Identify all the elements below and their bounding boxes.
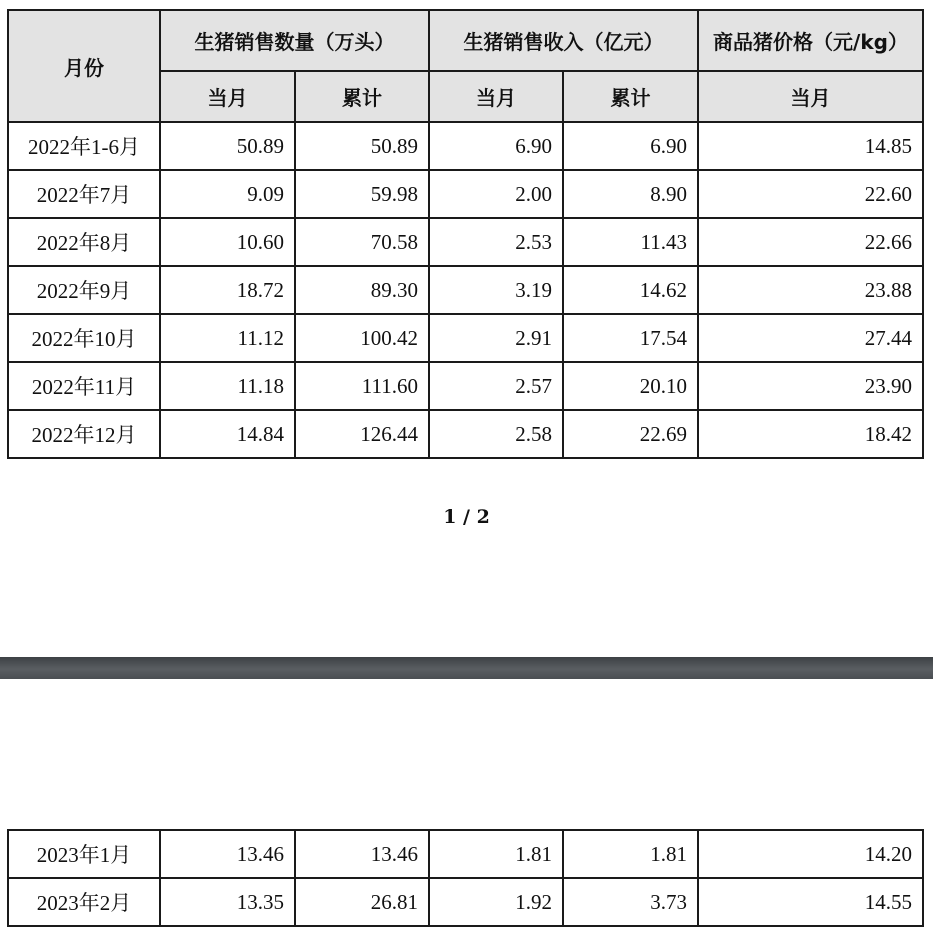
header-sales-revenue: 生猪销售收入（亿元） xyxy=(429,10,698,71)
cell-volume-month: 11.12 xyxy=(160,314,295,362)
table-row xyxy=(8,122,923,170)
cell-revenue-cumulative: 20.10 xyxy=(563,362,698,410)
cell-volume-month: 13.46 xyxy=(160,830,295,878)
cell-month: 2022年11月 xyxy=(8,362,160,410)
cell-month: 2023年2月 xyxy=(8,878,160,926)
cell-price-month: 23.90 xyxy=(698,362,923,410)
cell-month: 2022年8月 xyxy=(8,218,160,266)
table-body-page-1 xyxy=(8,122,923,458)
cell-price-month: 14.20 xyxy=(698,830,923,878)
cell-month: 2022年12月 xyxy=(8,410,160,458)
cell-volume-month: 14.84 xyxy=(160,410,295,458)
cell-revenue-cumulative: 1.81 xyxy=(563,830,698,878)
cell-volume-month: 18.72 xyxy=(160,266,295,314)
cell-price-month: 27.44 xyxy=(698,314,923,362)
table-row xyxy=(8,830,923,878)
cell-volume-month: 10.60 xyxy=(160,218,295,266)
cell-month: 2022年7月 xyxy=(8,170,160,218)
subheader-revenue-month: 当月 xyxy=(429,71,563,122)
cell-revenue-cumulative: 17.54 xyxy=(563,314,698,362)
cell-revenue-cumulative: 8.90 xyxy=(563,170,698,218)
cell-volume-cumulative: 126.44 xyxy=(295,410,429,458)
subheader-price-month: 当月 xyxy=(698,71,923,122)
cell-volume-cumulative: 26.81 xyxy=(295,878,429,926)
cell-revenue-month: 1.81 xyxy=(429,830,563,878)
cell-month: 2022年10月 xyxy=(8,314,160,362)
table-row xyxy=(8,362,923,410)
cell-revenue-month: 2.53 xyxy=(429,218,563,266)
cell-volume-cumulative: 13.46 xyxy=(295,830,429,878)
cell-volume-cumulative: 59.98 xyxy=(295,170,429,218)
cell-volume-month: 50.89 xyxy=(160,122,295,170)
cell-month: 2023年1月 xyxy=(8,830,160,878)
table-row xyxy=(8,266,923,314)
cell-revenue-month: 2.57 xyxy=(429,362,563,410)
cell-revenue-cumulative: 11.43 xyxy=(563,218,698,266)
cell-revenue-cumulative: 22.69 xyxy=(563,410,698,458)
cell-price-month: 22.60 xyxy=(698,170,923,218)
pig-sales-table xyxy=(7,9,924,459)
table-row xyxy=(8,170,923,218)
cell-volume-cumulative: 70.58 xyxy=(295,218,429,266)
header-month: 月份 xyxy=(8,10,160,122)
cell-volume-month: 13.35 xyxy=(160,878,295,926)
cell-price-month: 14.55 xyxy=(698,878,923,926)
table-body-page-2 xyxy=(8,830,923,926)
cell-revenue-month: 1.92 xyxy=(429,878,563,926)
cell-revenue-cumulative: 6.90 xyxy=(563,122,698,170)
pig-sales-table-continued xyxy=(7,829,924,927)
cell-revenue-cumulative: 14.62 xyxy=(563,266,698,314)
cell-month: 2022年9月 xyxy=(8,266,160,314)
cell-revenue-cumulative: 3.73 xyxy=(563,878,698,926)
table-row xyxy=(8,878,923,926)
table-row xyxy=(8,410,923,458)
header-pig-price: 商品猪价格（元/kg） xyxy=(698,10,923,71)
cell-volume-cumulative: 89.30 xyxy=(295,266,429,314)
cell-month: 2022年1-6月 xyxy=(8,122,160,170)
cell-volume-cumulative: 100.42 xyxy=(295,314,429,362)
cell-price-month: 14.85 xyxy=(698,122,923,170)
cell-volume-month: 9.09 xyxy=(160,170,295,218)
table-row xyxy=(8,218,923,266)
cell-revenue-month: 2.58 xyxy=(429,410,563,458)
cell-revenue-month: 2.00 xyxy=(429,170,563,218)
page-separator xyxy=(0,657,933,679)
subheader-volume-month: 当月 xyxy=(160,71,295,122)
subheader-revenue-cumulative: 累计 xyxy=(563,71,698,122)
cell-revenue-month: 3.19 xyxy=(429,266,563,314)
cell-revenue-month: 2.91 xyxy=(429,314,563,362)
table-row xyxy=(8,314,923,362)
cell-price-month: 18.42 xyxy=(698,410,923,458)
cell-volume-cumulative: 50.89 xyxy=(295,122,429,170)
subheader-volume-cumulative: 累计 xyxy=(295,71,429,122)
header-sales-volume: 生猪销售数量（万头） xyxy=(160,10,429,71)
page-indicator: 1 / 2 xyxy=(443,506,490,528)
cell-revenue-month: 6.90 xyxy=(429,122,563,170)
cell-volume-month: 11.18 xyxy=(160,362,295,410)
cell-volume-cumulative: 111.60 xyxy=(295,362,429,410)
cell-price-month: 23.88 xyxy=(698,266,923,314)
cell-price-month: 22.66 xyxy=(698,218,923,266)
